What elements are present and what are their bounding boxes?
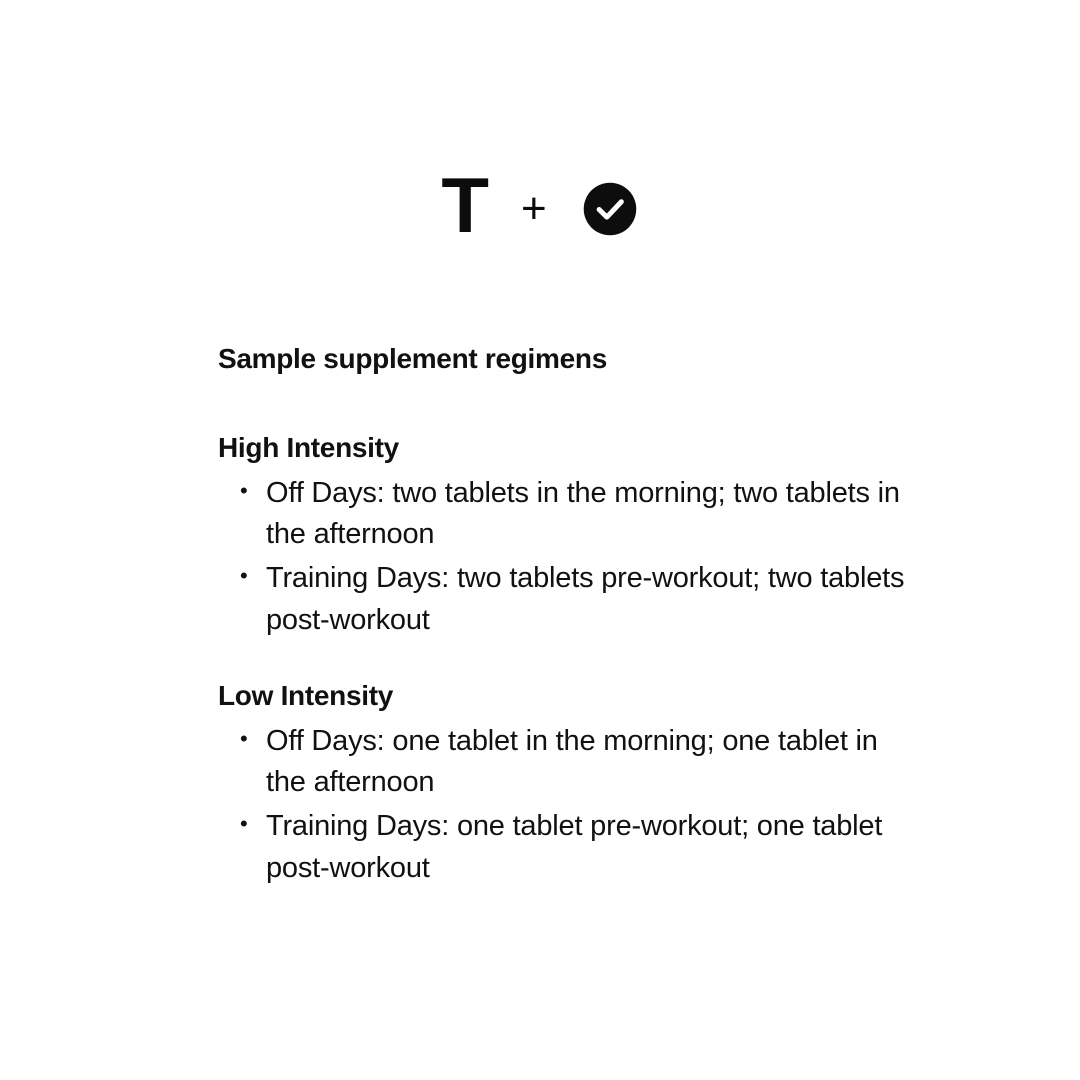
list-item: • Off Days: two tablets in the morning; two tablets in the afternoon <box>218 473 918 557</box>
page-title: Sample supplement regimens <box>218 343 607 374</box>
list-item: • Training Days: one tablet pre-workout; one tablet post-workout <box>218 806 918 890</box>
regimen-list <box>218 721 918 890</box>
document-body <box>218 342 918 892</box>
list-item: • Training Days: two tablets pre-workout; two tablets post-workout <box>218 558 918 642</box>
section-heading: Low Intensity <box>218 679 393 711</box>
brand-logo-row <box>0 161 1080 249</box>
regimen-list <box>218 473 918 642</box>
section-low-intensity <box>218 678 918 890</box>
section-high-intensity <box>218 430 918 642</box>
verified-check-badge-icon <box>581 180 639 238</box>
section-heading: High Intensity <box>218 431 399 463</box>
brand-letter-t-icon: T <box>441 161 487 249</box>
list-item: • Off Days: one tablet in the morning; one tablet in the afternoon <box>218 721 918 805</box>
plus-icon: + <box>520 184 547 233</box>
